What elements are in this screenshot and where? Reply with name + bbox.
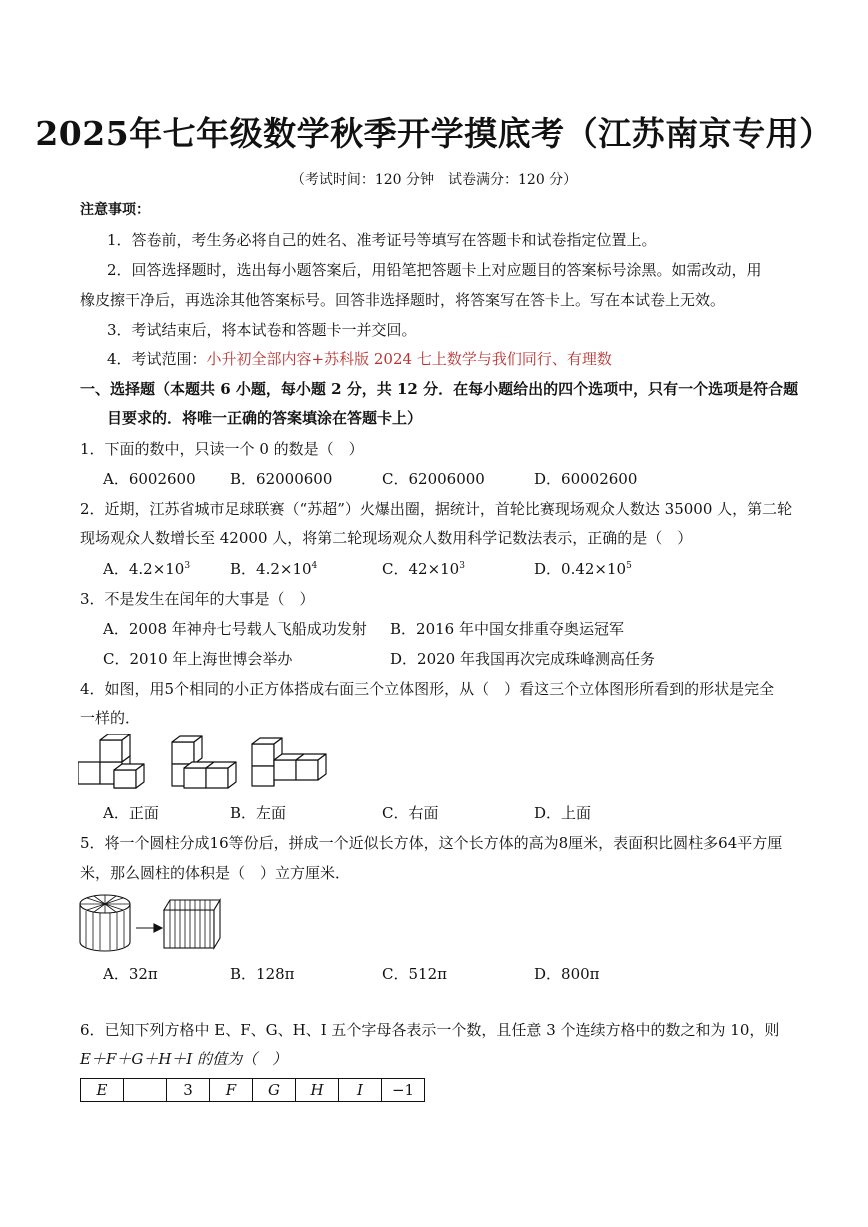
- q2-option-a: A．$4.2\times 10^3$: [103, 560, 191, 578]
- q1-option-b: B．62000600: [230, 470, 333, 488]
- grid-cell: I: [339, 1079, 382, 1102]
- notice-item-4: [107, 348, 612, 369]
- q2-option-d: D．$0.42\times 10^5$: [534, 560, 632, 578]
- q3-option-d: D．2020 年我国再次完成珠峰测高任务: [390, 650, 655, 668]
- q5-option-c: C．512π: [382, 965, 447, 983]
- cylinder-figure: [78, 892, 228, 954]
- q2-option-b: B．$4.2\times 10^4$: [230, 560, 318, 578]
- q4-option-d: D．上面: [534, 804, 592, 822]
- q2-stem-cont: 现场观众人数增长至 42000 人，将第二轮现场观众人数用科学记数法表示，正确的是（ ）: [80, 529, 693, 547]
- q5-option-a: A．32π: [103, 965, 158, 983]
- grid-cell: H: [296, 1079, 339, 1102]
- q1-option-a: A．6002600: [103, 470, 196, 488]
- scope-value: 小升初全部内容+苏科版 2024 七上数学与我们同行、有理数: [206, 350, 612, 368]
- q3-option-b: B．2016 年中国女排重夺奥运冠军: [390, 620, 624, 638]
- q6-number-grid: [80, 1078, 425, 1102]
- grid-row: [81, 1079, 425, 1102]
- scope-label: 4．考试范围：: [107, 350, 207, 368]
- section-1-heading-cont: 目要求的．将唯一正确的答案填涂在答题卡上）: [107, 409, 423, 427]
- page-title: 2025年七年级数学秋季开学摸底考（江苏南京专用）: [35, 114, 833, 153]
- q3-option-a: A．2008 年神舟七号载人飞船成功发射: [103, 620, 367, 638]
- cube-figure-3: [252, 738, 326, 786]
- notice-item-3: 3．考试结束后，将本试卷和答题卡一并交回。: [107, 321, 417, 339]
- q6-stem-cont: E＋F＋G＋H＋I 的值为（ ）: [80, 1050, 288, 1068]
- cube-figure-2: [172, 736, 236, 788]
- grid-cell: G: [253, 1079, 296, 1102]
- q4-stem-cont: 一样的．: [80, 709, 141, 727]
- grid-cell: F: [210, 1079, 253, 1102]
- q5-stem-cont: 米，那么圆柱的体积是（ ）立方厘米．: [80, 864, 351, 882]
- notice-item-2-cont: 橡皮擦干净后，再选涂其他答案标号。回答非选择题时，将答案写在答卡上。写在本试卷上无效。: [80, 291, 726, 309]
- q5-stem: 5．将一个圆柱分成16等份后，拼成一个近似长方体，这个长方体的高为8厘米，表面积比圆柱多64平方厘: [80, 834, 783, 852]
- grid-cell: [124, 1079, 167, 1102]
- q5-option-b: B．128π: [230, 965, 295, 983]
- notice-item-2: 2．回答选择题时，选出每小题答案后，用铅笔把答题卡上对应题目的答案标号涂黑。如需改动，用: [107, 261, 762, 279]
- grid-cell: 3: [167, 1079, 210, 1102]
- notice-item-1: 1．答卷前，考生务必将自己的姓名、准考证号等填写在答题卡和试卷指定位置上。: [107, 231, 657, 249]
- q4-stem: 4．如图，用5个相同的小正方体搭成右面三个立体图形，从（ ）看这三个立体图形所看到的形状是完全: [80, 680, 775, 698]
- grid-cell: −1: [382, 1079, 425, 1102]
- q4-option-a: A．正面: [103, 804, 159, 822]
- grid-cell: E: [81, 1079, 124, 1102]
- q6-stem: 6．已知下列方格中 E、F、G、H、I 五个字母各表示一个数，且任意 3 个连续方格中的数之和为 10，则: [80, 1021, 780, 1039]
- q1-option-c: C．62006000: [382, 470, 485, 488]
- q4-option-b: B．左面: [230, 804, 287, 822]
- q2-option-c: C．$42\times 10^3$: [382, 560, 465, 578]
- q4-option-c: C．右面: [382, 804, 439, 822]
- q1-stem: 1．下面的数中，只读一个 0 的数是（ ）: [80, 440, 364, 458]
- q1-option-d: D．60002600: [534, 470, 638, 488]
- cube-figures: [78, 734, 338, 790]
- exam-info: （考试时间：120 分钟 试卷满分：120 分）: [290, 172, 578, 188]
- q3-stem: 3．不是发生在闰年的大事是（ ）: [80, 590, 315, 608]
- q5-option-d: D．800π: [534, 965, 600, 983]
- q2-stem: 2．近期，江苏省城市足球联赛（“苏超”）火爆出圈，据统计，首轮比赛现场观众人数达 35000 人，第二轮: [80, 500, 793, 518]
- notice-heading: 注意事项：: [80, 202, 150, 218]
- cube-figure-1: [78, 734, 144, 788]
- section-1-heading: 一、选择题（本题共 6 小题，每小题 2 分，共 12 分．在每小题给出的四个选项中，只有一个选项是符合题: [80, 380, 799, 398]
- q3-option-c: C．2010 年上海世博会举办: [103, 650, 293, 668]
